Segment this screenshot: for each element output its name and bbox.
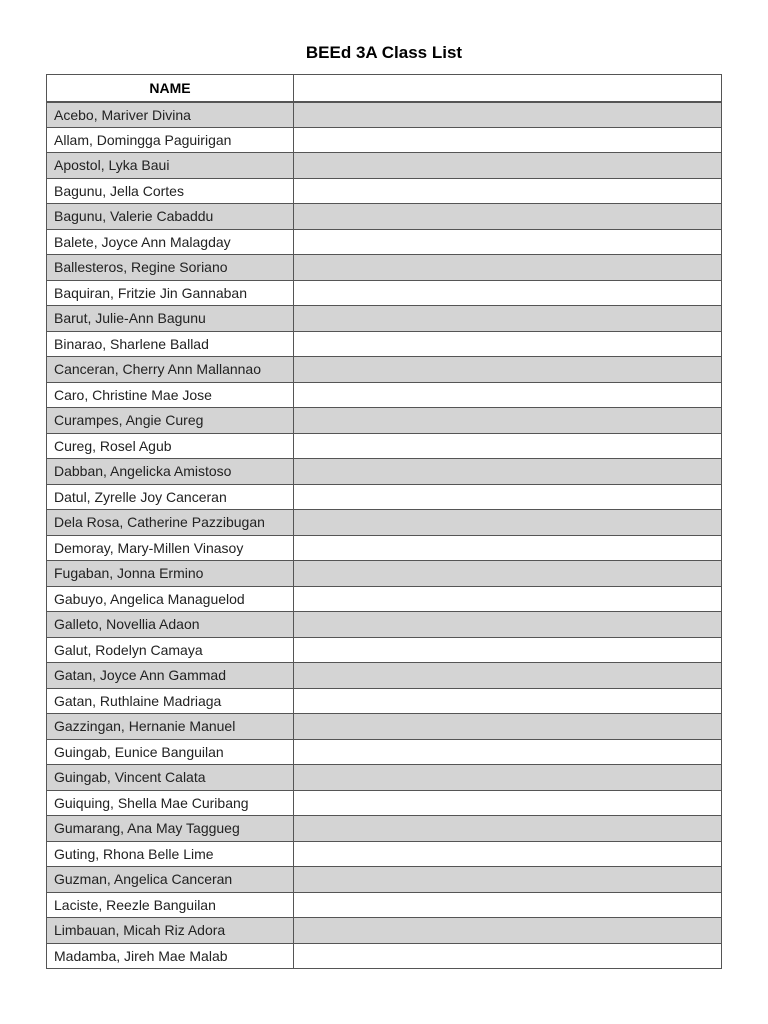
table-row [47,484,722,510]
table-row [47,892,722,918]
table-row [47,280,722,306]
blank-cell [294,739,722,765]
student-name-cell: Guting, Rhona Belle Lime [47,841,294,867]
table-row [47,867,722,893]
page-title: BEEd 3A Class List [305,43,463,62]
table-row [47,306,722,332]
table-row [47,663,722,689]
student-name-cell: Gazzingan, Hernanie Manuel [47,714,294,740]
student-name-cell: Canceran, Cherry Ann Mallannao [47,357,294,383]
table-row [47,586,722,612]
table-row [47,102,722,128]
blank-cell [294,102,722,128]
blank-cell [294,714,722,740]
student-name-cell: Balete, Joyce Ann Malagday [47,229,294,255]
blank-cell [294,867,722,893]
blank-cell [294,382,722,408]
blank-column-header [294,75,722,102]
blank-cell [294,790,722,816]
student-name-cell: Guingab, Eunice Banguilan [47,739,294,765]
student-name-cell: Guiquing, Shella Mae Curibang [47,790,294,816]
blank-cell [294,408,722,434]
blank-cell [294,892,722,918]
student-name-cell: Guzman, Angelica Canceran [47,867,294,893]
blank-cell [294,306,722,332]
student-name-cell: Curampes, Angie Cureg [47,408,294,434]
student-name-cell: Binarao, Sharlene Ballad [47,331,294,357]
table-header-row [47,75,722,102]
blank-cell [294,841,722,867]
blank-cell [294,918,722,944]
table-row [47,331,722,357]
blank-cell [294,255,722,281]
student-name-cell: Ballesteros, Regine Soriano [47,255,294,281]
blank-cell [294,535,722,561]
table-row [47,382,722,408]
blank-cell [294,484,722,510]
blank-cell [294,765,722,791]
blank-cell [294,510,722,536]
table-row [47,561,722,587]
blank-cell [294,612,722,638]
student-name-cell: Fugaban, Jonna Ermino [47,561,294,587]
table-row [47,918,722,944]
table-row [47,612,722,638]
name-column-header: NAME [47,75,294,102]
student-name-cell: Galleto, Novellia Adaon [47,612,294,638]
table-row [47,637,722,663]
blank-cell [294,178,722,204]
student-name-cell: Gumarang, Ana May Taggueg [47,816,294,842]
student-name-cell: Dabban, Angelicka Amistoso [47,459,294,485]
table-row [47,178,722,204]
blank-cell [294,459,722,485]
blank-cell [294,357,722,383]
student-name-cell: Acebo, Mariver Divina [47,102,294,128]
student-name-cell: Barut, Julie-Ann Bagunu [47,306,294,332]
table-row [47,459,722,485]
student-name-cell: Cureg, Rosel Agub [47,433,294,459]
table-row [47,688,722,714]
blank-cell [294,586,722,612]
table-row [47,943,722,969]
blank-cell [294,663,722,689]
blank-cell [294,637,722,663]
student-name-cell: Baquiran, Fritzie Jin Gannaban [47,280,294,306]
student-name-cell: Bagunu, Valerie Cabaddu [47,204,294,230]
blank-cell [294,943,722,969]
table-row [47,739,722,765]
student-name-cell: Gatan, Joyce Ann Gammad [47,663,294,689]
table-row [47,127,722,153]
table-body [47,102,722,969]
student-name-cell: Dela Rosa, Catherine Pazzibugan [47,510,294,536]
class-list-table [46,74,722,969]
blank-cell [294,204,722,230]
student-name-cell: Guingab, Vincent Calata [47,765,294,791]
blank-cell [294,688,722,714]
student-name-cell: Caro, Christine Mae Jose [47,382,294,408]
student-name-cell: Madamba, Jireh Mae Malab [47,943,294,969]
student-name-cell: Demoray, Mary-Millen Vinasoy [47,535,294,561]
student-name-cell: Datul, Zyrelle Joy Canceran [47,484,294,510]
student-name-cell: Galut, Rodelyn Camaya [47,637,294,663]
student-name-cell: Laciste, Reezle Banguilan [47,892,294,918]
table-row [47,433,722,459]
table-row [47,765,722,791]
table-row [47,229,722,255]
blank-cell [294,816,722,842]
student-name-cell: Limbauan, Micah Riz Adora [47,918,294,944]
blank-cell [294,229,722,255]
blank-cell [294,153,722,179]
student-name-cell: Apostol, Lyka Baui [47,153,294,179]
table-row [47,816,722,842]
blank-cell [294,331,722,357]
table-row [47,535,722,561]
blank-cell [294,127,722,153]
table-row [47,153,722,179]
table-row [47,841,722,867]
blank-cell [294,433,722,459]
blank-cell [294,280,722,306]
table-row [47,255,722,281]
table-row [47,408,722,434]
table-row [47,790,722,816]
table-row [47,204,722,230]
table-row [47,714,722,740]
student-name-cell: Gabuyo, Angelica Managuelod [47,586,294,612]
table-row [47,510,722,536]
blank-cell [294,561,722,587]
table-row [47,357,722,383]
student-name-cell: Allam, Domingga Paguirigan [47,127,294,153]
student-name-cell: Bagunu, Jella Cortes [47,178,294,204]
student-name-cell: Gatan, Ruthlaine Madriaga [47,688,294,714]
